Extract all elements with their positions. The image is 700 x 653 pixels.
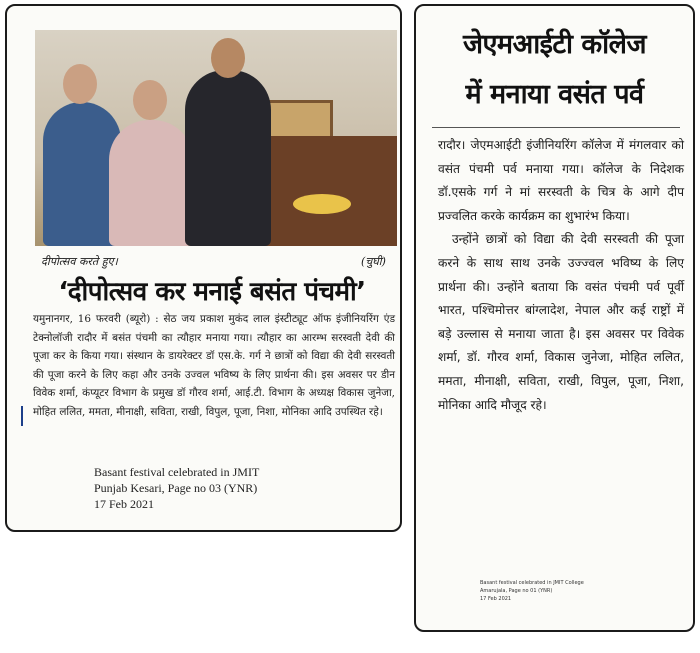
diya-tray (293, 194, 351, 214)
source-note: Basant festival celebrated in JMIT Punjab Kesari, Page no 03 (YNR) 17 Feb 2021 (94, 465, 260, 511)
source-note: Basant festival celebrated in JMIT College Amarujala, Page no 01 (YNR) 17 Feb 2021 (480, 580, 584, 602)
photo-credit: (चुघी) (361, 255, 386, 268)
article-body: यमुनानगर, 16 फरवरी (ब्यूरो) : सेठ जय प्रकाश मुकंद लाल इंस्टीट्यूट ऑफ इंजीनियरिंग एंड टेक्नोलॉजी रादौर में बसंत पंचमी का त्यौहार मनाया गया। त्यौहार का आरम्भ सरस्वती देवी की पूजा कर के किया गया। संस्थान के डायरेक्टर डॉ एस.के. गर्ग ने छात्रों को विद्या की देवी सरस्वती की पूजा करने के लिए कहा और उनके उज्वल भविष्य के लिए प्रार्थना की। इस अवसर पर डीन विवेक शर्मा, कंप्यूटर विभाग के प्रमुख डॉ गौरव शर्मा, आई.टी. विभाग के अध्यक्ष विकास जुनेजा, मोहित ललित, ममता, मीनाक्षी, सविता, राखी, विपुल, पूजा, निशा, मोनिका आदि उपस्थित रहे। (33, 313, 395, 418)
paragraph: रादौर। जेएमआईटी इंजीनियरिंग कॉलेज में मंगलवार को वसंत पंचमी पर्व मनाया गया। कॉलेज के निदेशक डॉ.एसके गर्ग ने मां सरस्वती के चित्र के आगे दीप प्रज्वलित करके कार्यक्रम का शुभारंभ किया। (438, 138, 684, 223)
clipping-punjab-kesari (5, 4, 402, 532)
event-photo (35, 30, 397, 246)
article-body (438, 134, 684, 417)
clipping-amar-ujala (414, 4, 695, 632)
margin-mark (21, 406, 23, 426)
headline: जेएमआईटी कॉलेज में मनाया वसंत पर्व (462, 29, 647, 110)
divider (432, 127, 680, 128)
headline: ‘दीपोत्सव कर मनाई बसंत पंचमी’ (58, 277, 366, 307)
paragraph: उन्होंने छात्रों को विद्या की देवी सरस्वती की पूजा करने के साथ साथ उनके उज्ज्वल भविष्य के लिए प्रार्थना की। उन्होंने बताया कि वसंत पंचमी पर्व पूर्वी भारत, पश्चिमोत्तर बांग्लादेश, नेपाल और कई राष्ट्रों में बड़े उल्लास से मनाया जाता है। इस अवसर पर विवेक शर्मा, डॉ. गौरव शर्मा, विकास जुनेजा, मोहित ललित, ममता, मीनाक्षी, सविता, राखी, विपुल, पूजा, निशा, मोनिका आदि मौजूद रहे। (438, 232, 684, 412)
photo-caption: दीपोत्सव करते हुए। (41, 255, 118, 268)
